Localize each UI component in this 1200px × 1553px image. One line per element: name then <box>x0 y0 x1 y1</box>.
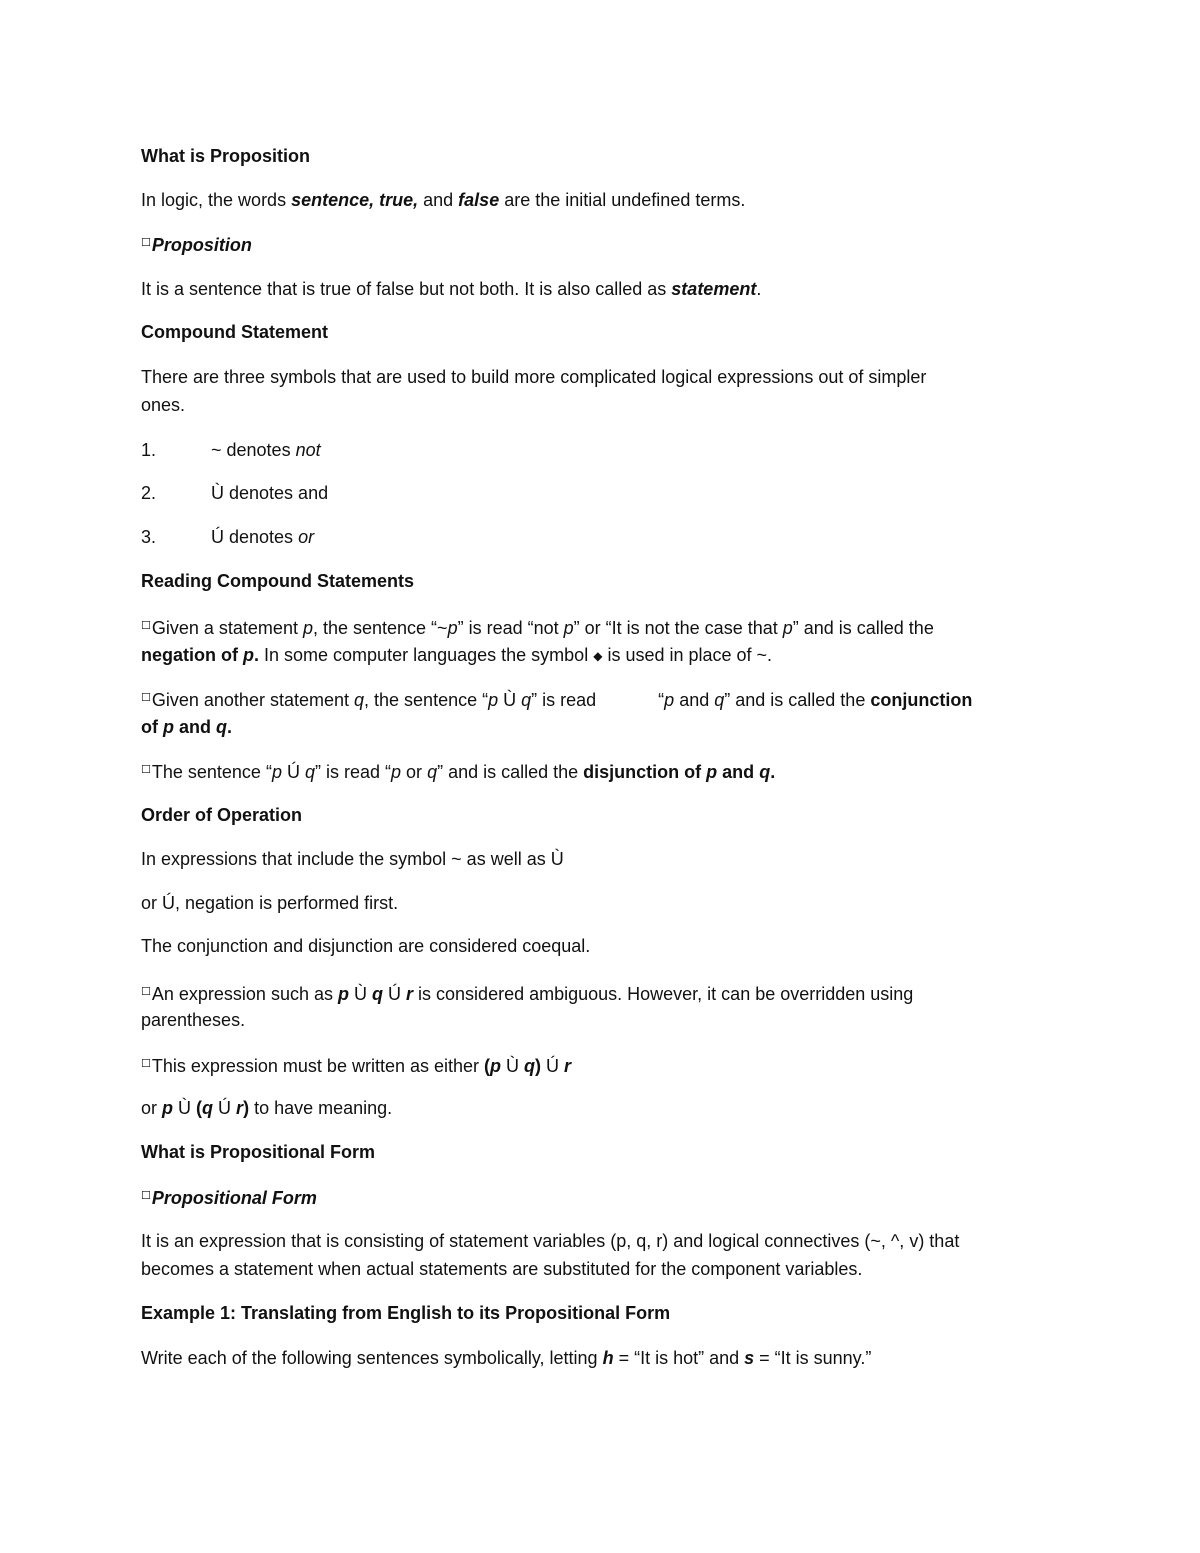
text: Given a statement <box>151 618 303 638</box>
list-item <box>141 439 321 461</box>
text: ” and is called the <box>724 690 871 710</box>
text: An expression such as <box>151 984 338 1004</box>
text: is considered ambiguous. However, it can be overridden using <box>413 984 914 1004</box>
order-line2: or Ú, negation is performed first. <box>141 893 399 913</box>
heading-compound-statement: Compound Statement <box>141 322 328 342</box>
text: or <box>401 762 428 782</box>
var: p <box>391 762 402 782</box>
paren: ( <box>484 1056 491 1076</box>
propositional-form-label: Propositional Form <box>151 1188 317 1208</box>
compound-desc-line2: ones. <box>141 395 186 415</box>
definition-text: It is a sentence that is true of false but not both. It is also called as <box>141 279 672 299</box>
list-number: 3. <box>141 527 157 547</box>
list-number: 2. <box>141 483 157 503</box>
text: = “It is sunny.” <box>754 1348 872 1368</box>
var: q <box>216 717 228 737</box>
var: p <box>490 1056 502 1076</box>
order-ambiguous-line1 <box>141 981 913 1005</box>
text: Ú <box>213 1098 237 1118</box>
var: p <box>664 690 675 710</box>
form-def-line1: It is an expression that is consisting of statement variables (p, q, r) and logical connectives (~, ^, v) that <box>141 1231 960 1251</box>
text: ” and is called the <box>792 618 934 638</box>
text: Write each of the following sentences symbolically, letting <box>141 1348 603 1368</box>
text: ” and is called the <box>437 762 584 782</box>
term: . <box>227 717 233 737</box>
proposition-definition <box>141 278 761 300</box>
text: is used in place of ~. <box>602 645 773 665</box>
intro-paragraph <box>141 189 745 211</box>
list-symbol-text: Ù denotes and <box>211 483 329 503</box>
var: p <box>782 618 793 638</box>
term: and <box>174 717 217 737</box>
form-def-line2: becomes a statement when actual statements are substituted for the component variables. <box>141 1259 863 1279</box>
var: p <box>447 618 458 638</box>
var: q <box>304 762 315 782</box>
term: . <box>770 762 776 782</box>
term: conjunction <box>870 690 973 710</box>
list-word: not <box>295 440 321 460</box>
var: p <box>271 762 282 782</box>
text: Ù <box>501 1056 525 1076</box>
text: This expression must be written as either <box>151 1056 485 1076</box>
list-symbol-text: ~ denotes <box>211 440 296 460</box>
bullet-icon: ☐ <box>141 237 151 249</box>
bullet-icon: ☐ <box>141 620 151 632</box>
reading-disjunction <box>141 759 775 783</box>
term: and <box>717 762 760 782</box>
text: ” or “It is not the case that <box>573 618 783 638</box>
order-parentheses-line1 <box>141 1053 571 1077</box>
var: q <box>372 984 383 1004</box>
var: p <box>706 762 718 782</box>
diamond-symbol-icon: ◆ <box>593 649 603 663</box>
text: In some computer languages the symbol <box>259 645 594 665</box>
list-word: or <box>298 527 315 547</box>
bullet-icon: ☐ <box>141 1058 151 1070</box>
paren: ) <box>535 1056 542 1076</box>
var: q <box>202 1098 214 1118</box>
term: . <box>254 645 260 665</box>
var: h <box>602 1348 614 1368</box>
text: ” is read <box>531 690 597 710</box>
bullet-icon: ☐ <box>141 764 151 776</box>
var: p <box>163 717 174 737</box>
proposition-label: Proposition <box>151 235 252 255</box>
bullet-icon: ☐ <box>141 692 151 704</box>
text: , the sentence “~ <box>312 618 448 638</box>
example-instruction <box>141 1347 871 1369</box>
var: q <box>521 690 532 710</box>
text: ” is read “not <box>457 618 564 638</box>
bullet-icon: ☐ <box>141 1190 151 1202</box>
reading-conjunction-line2 <box>141 716 232 738</box>
text: = “It is hot” and <box>613 1348 745 1368</box>
proposition-subheading <box>141 232 252 256</box>
intro-text: In logic, the words <box>141 190 292 210</box>
intro-text: are the initial undefined terms. <box>499 190 746 210</box>
heading-reading-compound: Reading Compound Statements <box>141 571 415 591</box>
compound-desc-line1: There are three symbols that are used to build more complicated logical expressions out of simpler <box>141 367 927 387</box>
list-symbol-text: Ú denotes <box>211 527 299 547</box>
text: Ú <box>541 1056 565 1076</box>
var: p <box>243 645 254 665</box>
var: r <box>564 1056 572 1076</box>
heading-example-1: Example 1: Translating from English to its Propositional Form <box>141 1303 671 1323</box>
order-line3: The conjunction and disjunction are considered coequal. <box>141 936 591 956</box>
text: ” is read “ <box>315 762 392 782</box>
var: r <box>236 1098 244 1118</box>
text: Ú <box>281 762 305 782</box>
var: q <box>427 762 438 782</box>
definition-term: statement <box>671 279 757 299</box>
text: or <box>141 1098 163 1118</box>
var: p <box>488 690 499 710</box>
intro-terms: sentence, true, <box>291 190 419 210</box>
text: Ù <box>348 984 372 1004</box>
var: q <box>759 762 771 782</box>
paren: ) <box>243 1098 250 1118</box>
var: r <box>406 984 414 1004</box>
paren: ( <box>196 1098 203 1118</box>
reading-conjunction-line1 <box>141 687 972 711</box>
order-parentheses-line2 <box>141 1097 392 1119</box>
term: of <box>141 717 163 737</box>
order-ambiguous-line2: parentheses. <box>141 1010 246 1030</box>
heading-order-of-operation: Order of Operation <box>141 805 303 825</box>
order-line1: In expressions that include the symbol ~ as well as Ù <box>141 849 564 869</box>
term: negation of <box>141 645 243 665</box>
var: q <box>354 690 365 710</box>
text: Given another statement <box>151 690 354 710</box>
var: p <box>162 1098 174 1118</box>
text: , the sentence “ <box>364 690 489 710</box>
list-number: 1. <box>141 440 157 460</box>
text: and <box>674 690 715 710</box>
var: p <box>337 984 349 1004</box>
heading-what-is-proposition: What is Proposition <box>141 146 310 166</box>
text: Ù <box>173 1098 197 1118</box>
var: s <box>744 1348 755 1368</box>
var: p <box>302 618 313 638</box>
list-item <box>141 526 314 548</box>
list-item <box>141 482 328 504</box>
text: Ú <box>383 984 407 1004</box>
bullet-icon: ☐ <box>141 986 151 998</box>
heading-propositional-form: What is Propositional Form <box>141 1142 376 1162</box>
var: p <box>563 618 574 638</box>
text: “ <box>658 690 665 710</box>
reading-negation-line1 <box>141 615 934 639</box>
propositional-form-subheading <box>141 1185 317 1209</box>
text: Ù <box>498 690 522 710</box>
definition-text: . <box>756 279 762 299</box>
var: q <box>524 1056 536 1076</box>
reading-negation-line2 <box>141 644 772 667</box>
intro-text: and <box>418 190 459 210</box>
text: to have meaning. <box>249 1098 393 1118</box>
term: disjunction of <box>583 762 707 782</box>
intro-term-false: false <box>458 190 500 210</box>
text: The sentence “ <box>151 762 272 782</box>
var: q <box>714 690 725 710</box>
